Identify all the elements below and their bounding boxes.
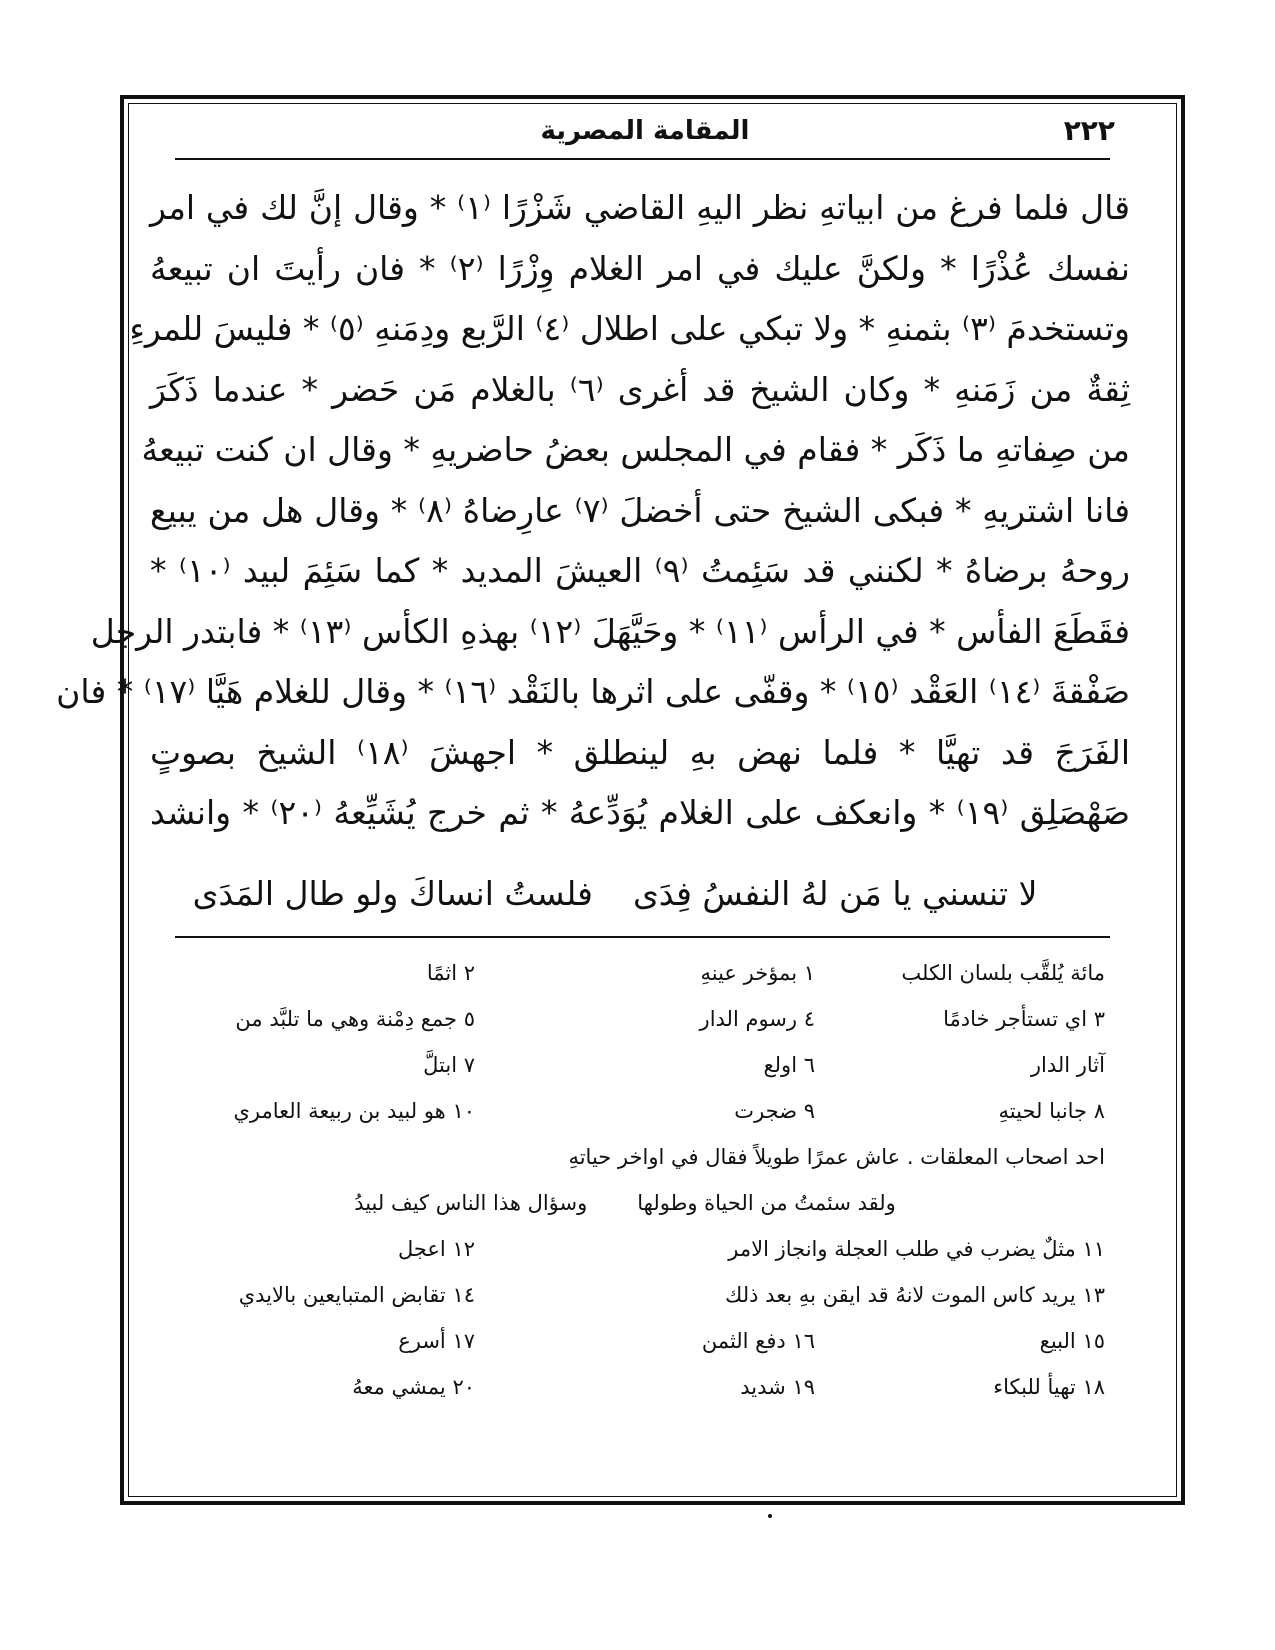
footnote-row: [145, 1088, 1105, 1134]
bottom-mark: [768, 1514, 772, 1518]
page-number: ٢٢٢: [1063, 114, 1115, 147]
main-text: [56, 178, 1131, 844]
footnote: ٨ جانبا لحيتهِ: [998, 1099, 1105, 1123]
page-title: المقامة المصرية: [540, 116, 750, 146]
footnote-row: [145, 1272, 1105, 1318]
footnote: ١٣ يريد كاس الموت لانهُ قد ايقن بهِ بعد ذلك: [725, 1283, 1105, 1307]
footnote: ٧ ابتلَّ: [423, 1053, 475, 1077]
footnote-row: [145, 1318, 1105, 1364]
footnote: ١٢ اعجل: [397, 1237, 475, 1261]
footnote-verse: [145, 1180, 1105, 1226]
footnote: ١٧ أسرع: [398, 1329, 475, 1353]
text-line: فقَطَعَ الفأس * في الرأس ⁽١١⁾ * وحَيَّهَلَ ⁽١٢⁾ بهذهِ الكأس ⁽١٣⁾ * فابتدر الرجل: [90, 611, 1130, 651]
verse-second-hemistich: فلستُ انساكَ ولو طال المَدَى: [192, 874, 593, 913]
text-line: صَفْقةَ ⁽١٤⁾ العَقْد ⁽١٥⁾ * وقفّى على اثرها بالنَقْد ⁽١٦⁾ * وقال للغلام هَيَّا ⁽١٧⁾ * فان: [56, 672, 1130, 711]
text-line: فانا اشتريهِ * فبكى الشيخ حتى أخضلَ ⁽٧⁾ عارِضاهُ ⁽٨⁾ * وقال هل من يبيع: [150, 490, 1130, 530]
footnote: ٥ جمع دِمْنة وهي ما تلبَّد من: [235, 1007, 475, 1031]
footnote-verse-part: ولقد سئمتُ من الحياة وطولها: [637, 1191, 896, 1215]
footnote: مائة يُلقَّب بلسان الكلب: [901, 961, 1105, 985]
text-line: روحهُ برضاهُ * لكنني قد سَئِمتُ ⁽٩⁾ العيشَ المديد * كما سَئِمَ لبيد ⁽١٠⁾ *: [150, 551, 1130, 590]
footnote-verse-part: وسؤال هذا الناس كيف لبيدُ: [354, 1191, 588, 1215]
footnote: ١٨ تهيأ للبكاء: [993, 1375, 1105, 1399]
footnote: ٢ اثمًا: [426, 961, 475, 985]
footnote: ٢٠ يمشي معهُ: [352, 1375, 475, 1399]
footnote: ٤ رسوم الدار: [699, 1007, 815, 1031]
footnote: ١٠ هو لبيد بن ربيعة العامري: [233, 1099, 475, 1123]
poem-verse: [175, 865, 1055, 923]
footnote-row: [145, 950, 1105, 996]
footnote: ١٥ البيع: [1039, 1329, 1105, 1353]
footnote: ١٦ دفع الثمن: [701, 1329, 815, 1353]
footnote: ١ بمؤخر عينهِ: [700, 961, 815, 985]
footnote: ٣ اي تستأجر خادمًا: [943, 1007, 1105, 1031]
footnote-row: [145, 1226, 1105, 1272]
text-line: صَهْصَلِق ⁽١٩⁾ * وانعكف على الغلام يُوَدِّعهُ * ثم خرج يُشَيِّعهُ ⁽٢٠⁾ * وانشد: [150, 793, 1130, 832]
footnote: ٩ ضجرت: [734, 1099, 815, 1123]
verse-first-hemistich: لا تنسني يا مَن لهُ النفسُ فِدَى: [632, 874, 1038, 913]
footnote-row: [145, 996, 1105, 1042]
footnote-row: [145, 1042, 1105, 1088]
text-line: من صِفاتهِ ما ذَكَر * فقام في المجلس بعضُ حاضريهِ * وقال ان كنت تبيعهُ: [141, 430, 1130, 469]
footnote: ٦ اولع: [763, 1053, 815, 1077]
footnote: ١٤ تقابض المتبايعين بالايدي: [238, 1283, 475, 1307]
text-line: الفَرَجَ قد تهيَّا * فلما نهض بهِ لينطلق * اجهشَ ⁽١٨⁾ الشيخ بصوتٍ: [150, 732, 1130, 772]
footnote-row: [145, 1364, 1105, 1410]
text-line: نفسك عُذْرًا * ولكنَّ عليك في امر الغلام وِزْرًا ⁽٢⁾ * فان رأيتَ ان تبيعهُ: [150, 248, 1130, 288]
page-header: [175, 112, 1115, 156]
header-rule: [175, 158, 1110, 160]
text-line: قال فلما فرغ من ابياتهِ نظر اليهِ القاضي شَزْرًا ⁽١⁾ * وقال إنَّ لك في امر: [150, 188, 1130, 227]
text-line: وتستخدمَ ⁽٣⁾ بثمنهِ * ولا تبكي على اطلال ⁽٤⁾ الرَّبع ودِمَنهِ ⁽٥⁾ * فليسَ للمرءِ: [129, 309, 1130, 348]
footnote: ١٩ شديد: [740, 1375, 815, 1399]
footnote: ١١ مثلٌ يضرب في طلب العجلة وانجاز الامر: [728, 1237, 1105, 1261]
footnote: آثار الدار: [1030, 1053, 1105, 1077]
footnote-line: احد اصحاب المعلقات . عاش عمرًا طويلاً فقال في اواخر حياتهِ: [568, 1145, 1105, 1169]
footnotes: [145, 950, 1105, 1410]
footnote-rule: [175, 936, 1110, 938]
text-line: ثِقةٌ من زَمَنهِ * وكان الشيخ قد أغرى ⁽٦⁾ بالغلام مَن حَضر * عندما ذَكَرَ: [150, 369, 1131, 409]
